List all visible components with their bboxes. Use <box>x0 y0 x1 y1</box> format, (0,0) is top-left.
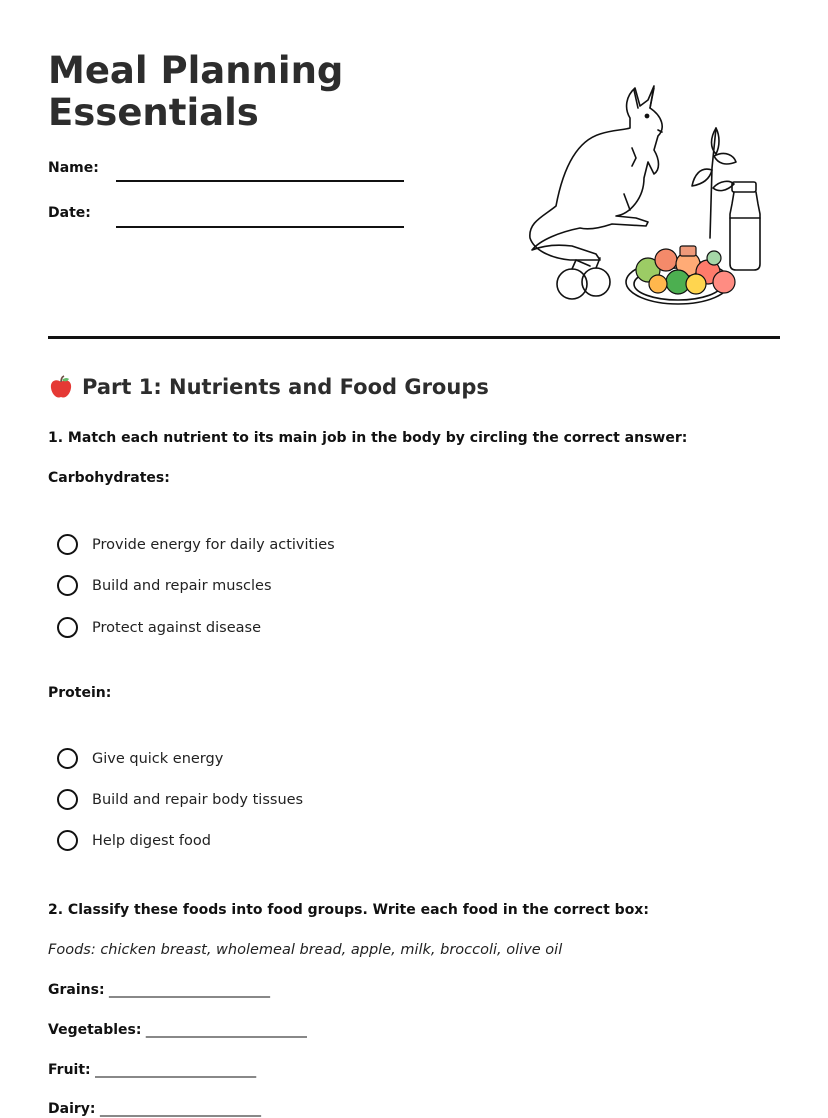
protein-label: Protein: <box>48 685 112 701</box>
food-group-dairy[interactable] <box>48 1101 261 1117</box>
food-group-label: Vegetables: <box>48 1022 142 1038</box>
question-2: 2. Classify these foods into food groups. Write each food in the correct box: <box>48 902 649 918</box>
apple-icon <box>48 374 74 400</box>
food-group-blank[interactable]: _______________________ <box>99 1101 261 1117</box>
kangaroo-food-illustration <box>520 78 780 310</box>
name-label: Name: <box>48 160 99 176</box>
protein-option-2[interactable] <box>57 789 303 810</box>
radio-circle-icon[interactable] <box>57 575 78 596</box>
section-divider <box>48 336 780 339</box>
name-field[interactable] <box>116 180 404 182</box>
radio-circle-icon[interactable] <box>57 830 78 851</box>
food-group-label: Grains: <box>48 982 105 998</box>
carbohydrates-label: Carbohydrates: <box>48 470 170 486</box>
part1-heading <box>48 374 489 400</box>
radio-circle-icon[interactable] <box>57 748 78 769</box>
food-group-blank[interactable]: _______________________ <box>145 1022 307 1038</box>
food-group-fruit[interactable] <box>48 1062 256 1078</box>
food-group-blank[interactable]: _______________________ <box>109 982 270 998</box>
date-label: Date: <box>48 205 91 221</box>
protein-option-1[interactable] <box>57 748 223 769</box>
part1-heading-text: Part 1: Nutrients and Food Groups <box>82 375 489 399</box>
radio-circle-icon[interactable] <box>57 789 78 810</box>
food-group-label: Fruit: <box>48 1062 91 1078</box>
food-group-vegetables[interactable] <box>48 1022 307 1038</box>
option-label: Help digest food <box>92 832 211 849</box>
foods-list: Foods: chicken breast, wholemeal bread, apple, milk, broccoli, olive oil <box>48 942 563 958</box>
title-line-2: Essentials <box>48 91 259 134</box>
carb-option-2[interactable] <box>57 575 272 596</box>
carb-option-3[interactable] <box>57 617 261 638</box>
option-label: Build and repair muscles <box>92 577 272 594</box>
title-line-1: Meal Planning <box>48 49 344 92</box>
option-label: Protect against disease <box>92 619 261 636</box>
page-title <box>48 50 468 134</box>
option-label: Give quick energy <box>92 750 224 767</box>
option-label: Provide energy for daily activities <box>92 536 335 553</box>
question-1: 1. Match each nutrient to its main job in the body by circling the correct answer: <box>48 430 688 446</box>
date-field[interactable] <box>116 226 404 228</box>
food-group-label: Dairy: <box>48 1101 96 1117</box>
option-label: Build and repair body tissues <box>92 791 304 808</box>
radio-circle-icon[interactable] <box>57 534 78 555</box>
food-group-grains[interactable] <box>48 982 270 998</box>
food-group-blank[interactable]: _______________________ <box>95 1062 257 1078</box>
radio-circle-icon[interactable] <box>57 617 78 638</box>
carb-option-1[interactable] <box>57 534 335 555</box>
protein-option-3[interactable] <box>57 830 211 851</box>
